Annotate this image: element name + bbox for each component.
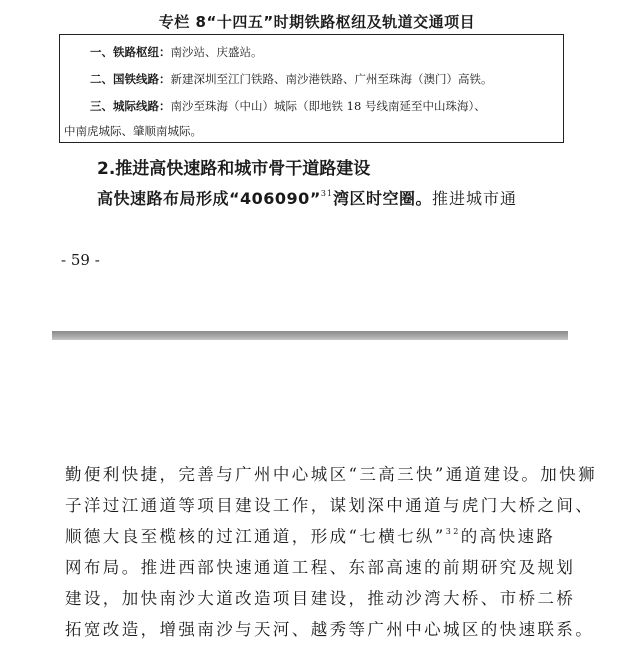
column-item-railway-hub <box>90 44 263 60</box>
paragraph-text: 推进城市通 <box>432 189 518 208</box>
body-text: 顺德大良至榄核的过江通道，形成“七横七纵” <box>65 527 446 546</box>
item-text: 新建深圳至江门铁路、南沙港铁路、广州至珠海（澳门）高铁。 <box>170 72 493 86</box>
bold-lead-2: 湾区时空圈。 <box>333 189 433 208</box>
body-line: 网布局。推进西部快速通道工程、东部高速的前期研究及规划 <box>65 558 576 577</box>
body-line: 勤便利快捷，完善与广州中心城区“三高三快”通道建设。加快狮 <box>65 465 597 484</box>
section-heading: 2.推进高快速路和城市骨干道路建设 <box>97 159 371 179</box>
footnote-ref: 31 <box>320 189 334 198</box>
item-label: 一、铁路枢纽： <box>90 45 171 59</box>
column-item-intercity-continued: 中南虎城际、肇顺南城际。 <box>64 124 202 138</box>
item-label: 二、国铁线路： <box>90 72 171 86</box>
body-line: 拓宽改造，增强南沙与天河、越秀等广州中心城区的快速联系。 <box>65 620 595 639</box>
body-line: 子洋过江通道等项目建设工作，谋划深中通道与虎门大桥之间、 <box>65 496 595 515</box>
body-line <box>65 523 555 547</box>
page-divider <box>52 331 568 340</box>
body-line: 建设，加快南沙大道改造项目建设，推动沙湾大桥、市桥二桥 <box>65 589 576 608</box>
body-text: 的高快速路 <box>460 527 556 546</box>
item-label: 三、城际线路： <box>90 99 171 113</box>
item-text: 南沙至珠海（中山）城际（即地铁 18 号线南延至中山珠海）、 <box>170 99 486 113</box>
paragraph-start <box>97 186 517 209</box>
page-number: - 59 - <box>61 251 100 269</box>
column-title: 专栏 8“十四五”时期铁路枢纽及轨道交通项目 <box>158 13 476 31</box>
project-column-box <box>59 34 564 143</box>
footnote-ref: 32 <box>445 527 461 536</box>
bold-lead: 高快速路布局形成“406090” <box>97 189 321 208</box>
column-item-national-rail <box>90 71 493 87</box>
column-item-intercity <box>90 98 486 114</box>
item-text: 南沙站、庆盛站。 <box>170 45 263 59</box>
